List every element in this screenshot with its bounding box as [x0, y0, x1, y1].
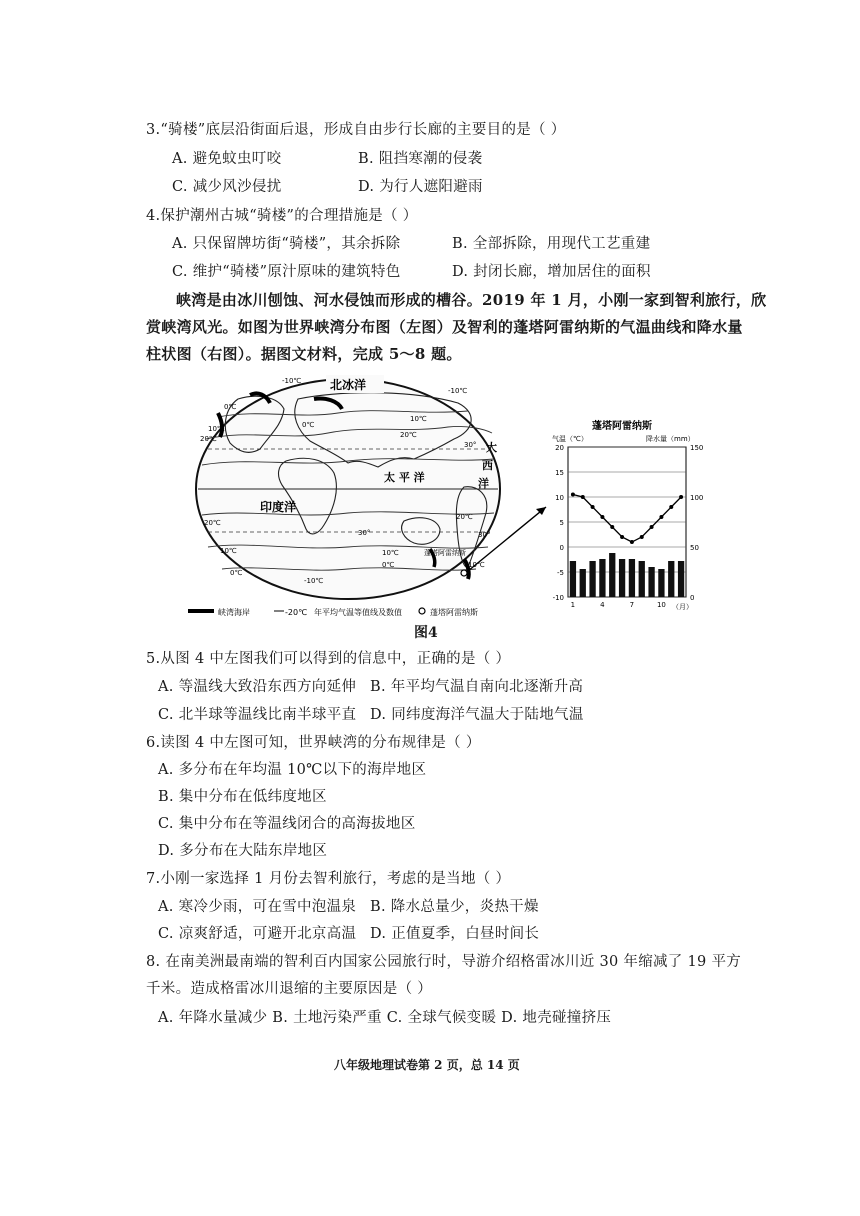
month-tick-label: 4: [600, 601, 605, 609]
temp-tick-label: -10: [552, 594, 564, 602]
legend-city: 蓬塔阿雷纳斯: [430, 608, 478, 617]
latitude-label: 30°: [464, 441, 477, 449]
isotherm-label: 10℃: [208, 425, 225, 433]
passage-line-3: 柱状图（右图）。据图文材料，完成 5～8 题。: [146, 345, 462, 363]
q6-option-a: A. 多分布在年均温 10℃以下的海岸地区: [158, 762, 427, 778]
isotherm-label: 0℃: [302, 421, 315, 429]
temperature-point: [669, 505, 673, 509]
temperature-point: [679, 495, 683, 499]
isotherm-label: 20℃: [200, 435, 217, 443]
q3-option-c: C. 减少风沙侵扰: [172, 179, 282, 195]
label-atlantic-2: 西: [482, 459, 493, 472]
precip-bar: [668, 561, 674, 597]
q6-stem: 6.读图 4 中左图可知，世界峡湾的分布规律是（ ）: [146, 735, 481, 751]
q3-option-d: D. 为行人遮阳避雨: [358, 179, 483, 195]
q8-stem-line-1: 8. 在南美洲最南端的智利百内国家公园旅行时，导游介绍格雷冰川近 30 年缩减了 19 平方: [146, 954, 742, 970]
isotherm-label: 10℃: [220, 547, 237, 555]
city-label: 蓬塔阿雷纳斯: [424, 549, 466, 557]
label-indian: 印度洋: [260, 500, 297, 514]
q7-stem: 7.小刚一家选择 1 月份去智利旅行，考虑的是当地（ ）: [146, 871, 511, 887]
q5-option-d: D. 同纬度海洋气温大于陆地气温: [370, 707, 584, 723]
isotherm-label: 20℃: [456, 513, 473, 521]
temperature-point: [659, 515, 663, 519]
temp-tick-label: 10: [555, 494, 564, 502]
q4-option-a: A. 只保留牌坊街“骑楼”，其余拆除: [172, 236, 401, 252]
temperature-point: [610, 525, 614, 529]
precip-tick-label: 150: [690, 444, 704, 452]
temperature-point: [630, 540, 634, 544]
map-legend: [188, 607, 478, 617]
temp-tick-label: 15: [555, 469, 564, 477]
isotherm-label: 0℃: [382, 561, 395, 569]
month-tick-label: 10: [656, 601, 666, 609]
city-marker: [461, 570, 467, 576]
temperature-point: [650, 525, 654, 529]
temperature-point: [571, 493, 575, 497]
temp-tick-label: 20: [555, 444, 564, 452]
temperature-point: [591, 505, 595, 509]
isotherm-label: 20℃: [204, 519, 221, 527]
q6-option-d: D. 多分布在大陆东岸地区: [158, 843, 328, 859]
q3-stem: 3.“骑楼”底层沿街面后退，形成自由步行长廊的主要目的是（ ）: [146, 122, 566, 138]
temp-tick-label: 0: [559, 544, 564, 552]
legend-isotherm: 年平均气温等值线及数值: [314, 608, 402, 617]
label-arctic: 北冰洋: [330, 378, 367, 392]
label-atlantic-3: 洋: [478, 477, 489, 490]
isotherm-label: 0℃: [230, 569, 243, 577]
temperature-point: [600, 515, 604, 519]
precip-tick-label: 100: [690, 494, 704, 502]
precip-bar: [570, 561, 576, 597]
isotherm-label: -10℃: [448, 387, 468, 395]
q3-option-a: A. 避免蚊虫叮咬: [172, 151, 282, 167]
temperature-point: [581, 495, 585, 499]
precip-bar: [629, 559, 635, 597]
month-tick-label: 7: [629, 601, 635, 609]
temp-tick-label: -5: [557, 569, 564, 577]
temperature-point: [640, 535, 644, 539]
climate-chart: [552, 419, 703, 611]
figure-4: [178, 369, 706, 621]
isotherm-label: -10℃: [282, 377, 302, 385]
isotherm-label: 10℃: [410, 415, 427, 423]
q4-stem: 4.保护潮州古城“骑楼”的合理措施是（ ）: [146, 208, 418, 224]
q5-option-b: B. 年平均气温自南向北逐渐升高: [370, 679, 584, 695]
passage-line-1: 峡湾是由冰川刨蚀、河水侵蚀而形成的槽谷。2019 年 1 月，小刚一家到智利旅行，欣: [176, 291, 767, 309]
q5-stem: 5.从图 4 中左图我们可以得到的信息中，正确的是（ ）: [146, 651, 511, 667]
q4-option-d: D. 封闭长廊，增加居住的面积: [452, 264, 651, 280]
page-footer: 八年级地理试卷第 2 页，总 14 页: [334, 1058, 520, 1072]
q3-option-b: B. 阻挡寒潮的侵袭: [358, 151, 483, 167]
precip-axis-label: 降水量（mm）: [646, 435, 695, 443]
precip-bar: [678, 561, 684, 597]
q8-stem-line-2: 千米。造成格雷冰川退缩的主要原因是（ ）: [146, 981, 433, 997]
q7-option-d: D. 正值夏季，白昼时间长: [370, 926, 540, 942]
q4-option-b: B. 全部拆除，用现代工艺重建: [452, 236, 651, 252]
world-fjord-map: [196, 375, 500, 599]
temp-tick-label: 5: [559, 519, 564, 527]
isotherm-label: 10℃: [468, 561, 485, 569]
temperature-point: [620, 535, 624, 539]
label-atlantic-1: 大: [486, 441, 497, 454]
legend-fjord: 峡湾海岸: [218, 608, 250, 617]
passage-line-2: 赏峡湾风光。如图为世界峡湾分布图（左图）及智利的蓬塔阿雷纳斯的气温曲线和降水量: [146, 318, 743, 336]
precip-bar: [609, 553, 615, 597]
q6-option-b: B. 集中分布在低纬度地区: [158, 789, 327, 805]
precip-bar: [589, 561, 595, 597]
precip-bar: [619, 559, 625, 597]
precip-bar: [658, 569, 664, 597]
q7-option-b: B. 降水总量少，炎热干燥: [370, 899, 539, 915]
latitude-label: 30°: [478, 531, 491, 539]
q7-option-c: C. 凉爽舒适，可避开北京高温: [158, 926, 357, 942]
isotherm-label: 10℃: [382, 549, 399, 557]
isotherm-label: 20℃: [400, 431, 417, 439]
precip-bar: [599, 559, 605, 597]
precip-tick-label: 50: [690, 544, 699, 552]
precip-tick-label: 0: [690, 594, 695, 602]
latitude-label: 30°: [358, 529, 371, 537]
month-tick-label: 1: [570, 601, 576, 609]
figure-caption: 图4: [414, 625, 438, 641]
isotherm-label: -10℃: [304, 577, 324, 585]
q4-option-c: C. 维护“骑楼”原汁原味的建筑特色: [172, 264, 401, 280]
precip-bar: [639, 561, 645, 597]
q7-option-a: A. 寒冷少雨，可在雪中泡温泉: [158, 899, 357, 915]
temp-axis-label: 气温（℃）: [552, 435, 588, 443]
month-unit: （月）: [672, 603, 693, 611]
q6-option-c: C. 集中分布在等温线闭合的高海拔地区: [158, 816, 416, 832]
temperature-line: [573, 495, 681, 543]
q8-options: A. 年降水量减少 B. 土地污染严重 C. 全球气候变暖 D. 地壳碰撞挤压: [158, 1010, 612, 1026]
label-pacific: 太 平 洋: [384, 471, 425, 484]
climate-title: 蓬塔阿雷纳斯: [592, 421, 652, 432]
precip-bar: [580, 569, 586, 597]
q5-option-c: C. 北半球等温线比南半球平直: [158, 707, 357, 723]
isotherm-label: 0℃: [224, 403, 237, 411]
q5-option-a: A. 等温线大致沿东西方向延伸: [158, 679, 357, 695]
legend-isotherm-sample: -20℃: [285, 608, 308, 617]
precip-bar: [648, 567, 654, 597]
